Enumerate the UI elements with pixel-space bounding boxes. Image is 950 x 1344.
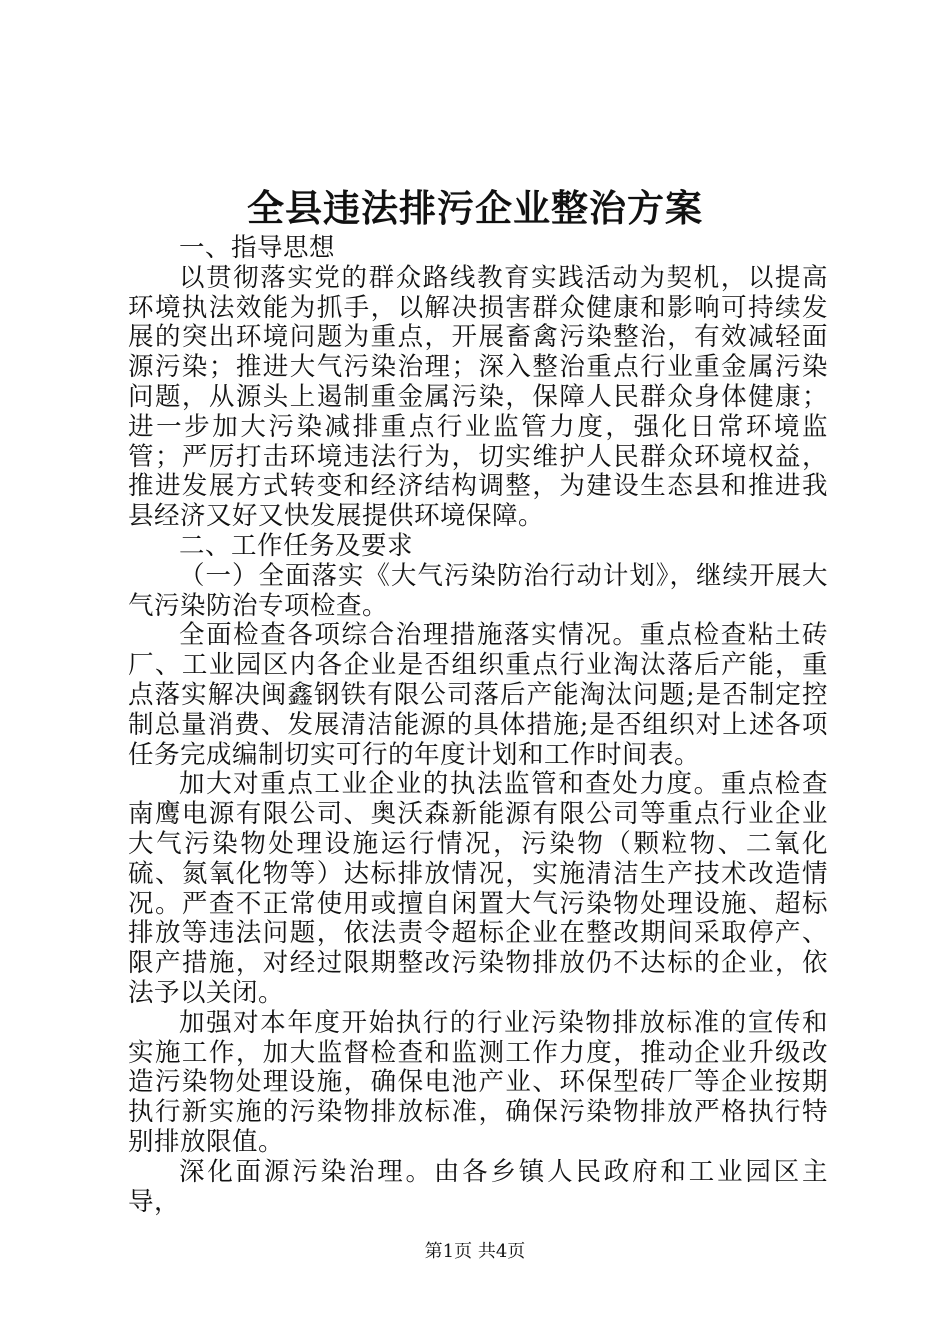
section-heading: 二、工作任务及要求 (179, 530, 414, 561)
paragraph: 深化面源污染治理。由各乡镇人民政府和工业园区主导， (128, 1156, 828, 1217)
paragraph: 加强对本年度开始执行的行业污染物排放标准的宣传和实施工作，加大监督检查和监测工作力度，推动企业升级改造污染物处理设施，确保电池产业、环保型砖厂等企业按期执行新实施的污染物排放标准，确保污染物排放严格执行特别排放限值。 (128, 1007, 828, 1157)
document-title: 全县违法排污企业整治方案 (247, 186, 703, 230)
paragraph: 全面检查各项综合治理措施落实情况。重点检查粘土砖厂、工业园区内各企业是否组织重点行业淘汰落后产能，重点落实解决闽鑫钢铁有限公司落后产能淘汰问题;是否制定控制总量消费、发展清洁能源的具体措施;是否组织对上述各项任务完成编制切实可行的年度计划和工作时间表。 (128, 620, 828, 770)
page-footer: 第1页 共4页 (424, 1241, 526, 1262)
document-body (128, 234, 828, 1217)
paragraph: 加大对重点工业企业的执法监管和查处力度。重点检查南鹰电源有限公司、奥沃森新能源有限公司等重点行业企业大气污染物处理设施运行情况，污染物（颗粒物、二氧化硫、氮氧化物等）达标排放情况，实施清洁生产技术改造情况。严查不正常使用或擅自闲置大气污染物处理设施、超标排放等违法问题，依法责令超标企业在整改期间采取停产、限产措施，对经过限期整改污染物排放仍不达标的企业，依法予以关闭。 (128, 769, 828, 1008)
paragraph: （一）全面落实《大气污染防治行动计划》，继续开展大气污染防治专项检查。 (128, 560, 828, 621)
section-heading: 一、指导思想 (179, 233, 336, 263)
paragraph: 以贯彻落实党的群众路线教育实践活动为契机，以提高环境执法效能为抓手，以解决损害群众健康和影响可持续发展的突出环境问题为重点，开展畜禽污染整治，有效减轻面源污染；推进大气污染治理；深入整治重点行业重金属污染问题，从源头上遏制重金属污染，保障人民群众身体健康；进一步加大污染减排重点行业监管力度，强化日常环境监管；严厉打击环境违法行为，切实维护人民群众环境权益，推进发展方式转变和经济结构调整，为建设生态县和推进我县经济又好又快发展提供环境保障。 (128, 262, 828, 532)
